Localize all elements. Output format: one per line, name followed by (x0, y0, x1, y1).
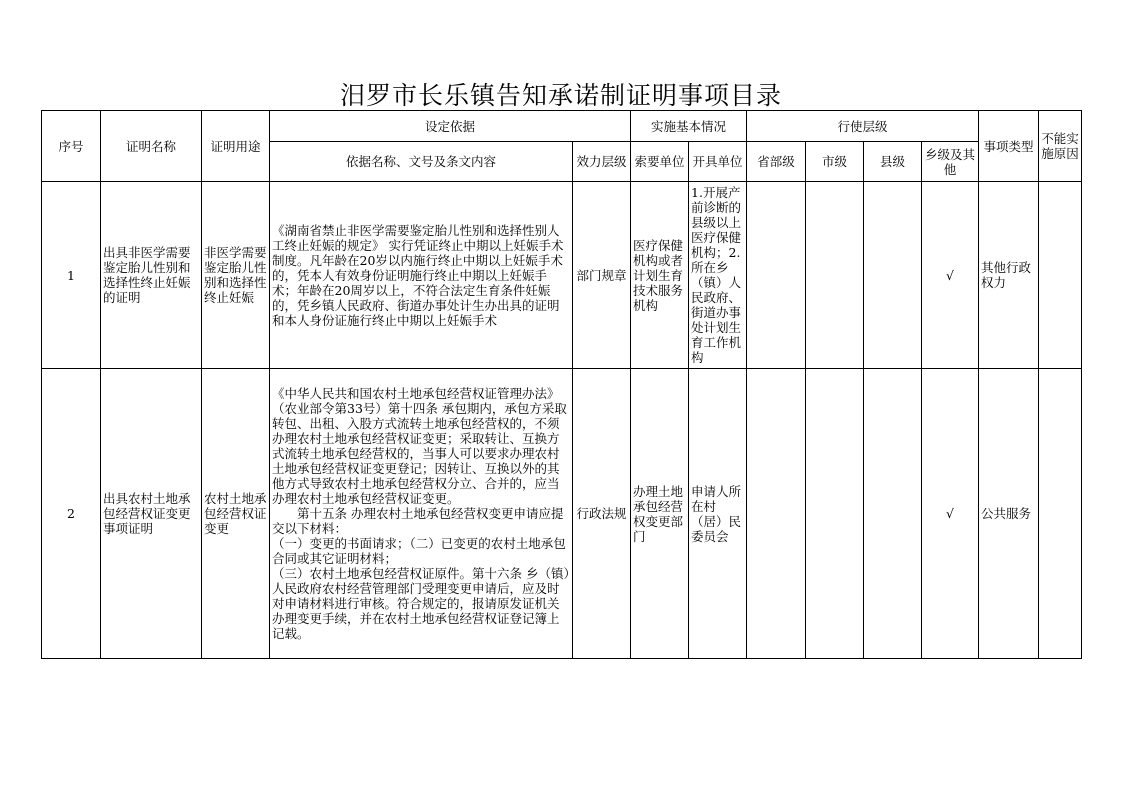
cell-township: √ (922, 182, 979, 369)
header-exercise-group: 行使层级 (747, 111, 979, 142)
cell-issuing-unit: 1.开展产前诊断的县级以上医疗保健机构；2.所在乡（镇）人民政府、街道办事处计划生育工作机构 (689, 182, 747, 369)
header-cannot-impl: 不能实施原因 (1039, 111, 1082, 182)
header-legal-level: 效力层级 (573, 142, 631, 182)
cell-purpose: 非医学需要鉴定胎儿性别和选择性终止妊娠 (202, 182, 270, 369)
cell-city (806, 369, 864, 659)
header-issuing-unit: 开具单位 (689, 142, 747, 182)
header-basis-content: 依据名称、文号及条文内容 (270, 142, 573, 182)
header-county: 县级 (864, 142, 922, 182)
header-request-unit: 索要单位 (631, 142, 689, 182)
cell-name: 出具非医学需要鉴定胎儿性别和选择性终止妊娠的证明 (101, 182, 202, 369)
cell-province (747, 182, 806, 369)
header-purpose: 证明用途 (202, 111, 270, 182)
cell-request-unit: 办理土地承包经营权变更部门 (631, 369, 689, 659)
cell-seq: 1 (42, 182, 101, 369)
cell-county (864, 182, 922, 369)
header-impl-group: 实施基本情况 (631, 111, 747, 142)
cell-legal-level: 行政法规 (573, 369, 631, 659)
cell-request-unit: 医疗保健机构或者计划生育技术服务机构 (631, 182, 689, 369)
table-row (42, 369, 1082, 659)
cell-legal-level: 部门规章 (573, 182, 631, 369)
header-basis-group: 设定依据 (270, 111, 631, 142)
cell-issuing-unit: 申请人所在村（居）民委员会 (689, 369, 747, 659)
cell-seq: 2 (42, 369, 101, 659)
cell-type: 其他行政权力 (979, 182, 1039, 369)
header-row-1 (42, 111, 1082, 142)
catalog-table (41, 110, 1082, 659)
cell-type: 公共服务 (979, 369, 1039, 659)
header-seq: 序号 (42, 111, 101, 182)
header-city: 市级 (806, 142, 864, 182)
header-name: 证明名称 (101, 111, 202, 182)
cell-county (864, 369, 922, 659)
page-title: 汨罗市长乐镇告知承诺制证明事项目录 (339, 81, 782, 110)
cell-city (806, 182, 864, 369)
cell-province (747, 369, 806, 659)
header-type: 事项类型 (979, 111, 1039, 182)
cell-basis: 《中华人民共和国农村土地承包经营权证管理办法》（农业部令第33号）第十四条 承包期内，承包方采取转包、出租、入股方式流转土地承包经营权的，不须办理农村土地承包经营权证变更；采取转让、互换方式流转土地承包经营权的，当事人可以要求办理农村土地承包经营权证变更登记；因转让、互换以外的其他方式导致农村土地承包经营权分立、合并的，应当办理农村土地承包经营权证变更。 第十五条 办理农村土地承包经营权变更申请应提交以下材料： （一）变更的书面请求；（二）已变更的农村土地承包合同或其它证明材料； （三）农村土地承包经营权证原件。第十六条 乡（镇）人民政府农村经营管理部门受理变更申请后，应及时对申请材料进行审核。符合规定的，报请原发证机关办理变更手续，并在农村土地承包经营权证登记簿上记载。 (270, 369, 573, 659)
cell-purpose: 农村土地承包经营权证变更 (202, 369, 270, 659)
cell-cannot-impl (1039, 182, 1082, 369)
header-township: 乡级及其他 (922, 142, 979, 182)
cell-basis: 《湖南省禁止非医学需要鉴定胎儿性别和选择性别人工终止妊娠的规定》 实行凭证终止中期以上妊娠手术制度。凡年龄在20岁以内施行终止中期以上妊娠手术的，凭本人有效身份证明施行终止中期以上妊娠手术；年龄在20周岁以上，不符合法定生育条件妊娠的，凭乡镇人民政府、街道办事处计生办出具的证明和本人身份证施行终止中期以上妊娠手术 (270, 182, 573, 369)
header-province: 省部级 (747, 142, 806, 182)
cell-cannot-impl (1039, 369, 1082, 659)
table-row (42, 182, 1082, 369)
cell-name: 出具农村土地承包经营权证变更事项证明 (101, 369, 202, 659)
cell-township: √ (922, 369, 979, 659)
